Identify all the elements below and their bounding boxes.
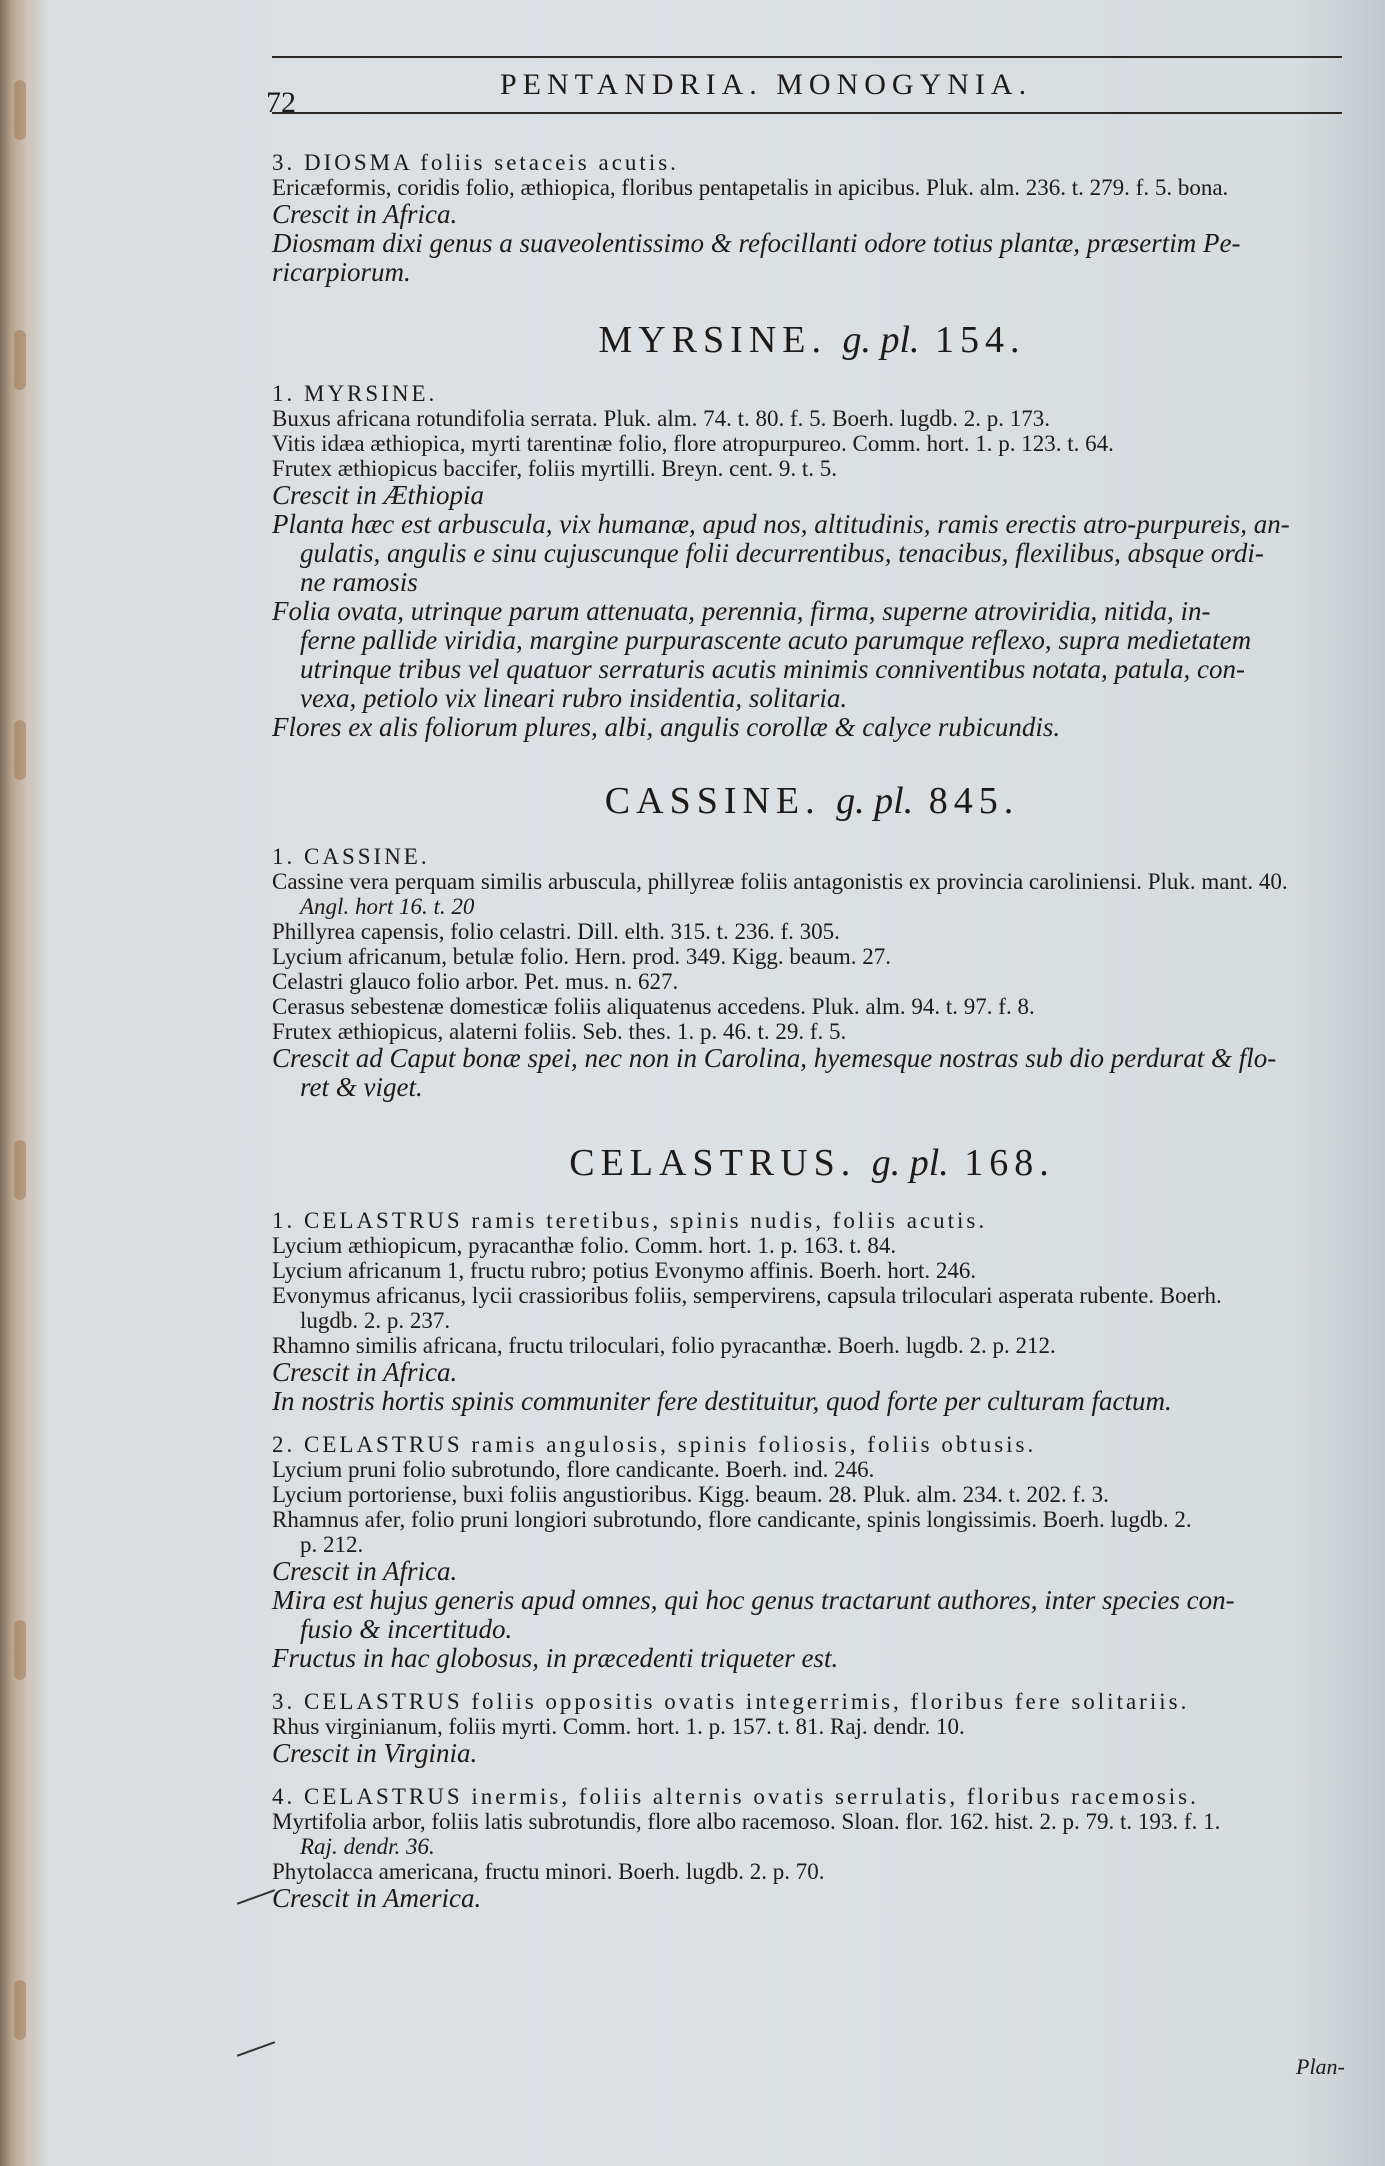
synonym-line: Rhus virginianum, foliis myrti. Comm. hort. 1. p. 157. t. 81. Raj. dendr. 10.: [272, 1714, 965, 1739]
note-line: Planta hæc est arbuscula, vix humanæ, apud nos, altitudinis, ramis erectis atro-purpureis, an-: [272, 509, 1290, 539]
synonym-line: p. 212.: [300, 1532, 364, 1557]
synonym-line: Ericæformis, coridis folio, æthiopica, floribus pentapetalis in apicibus. Pluk. alm. 236. t. 279. f. 5. bona.: [272, 175, 1229, 200]
binding-stain: [14, 80, 26, 140]
genus-number: 845.: [928, 780, 1020, 822]
genus-number: 154.: [935, 319, 1026, 361]
binding-stain: [14, 330, 26, 390]
note-line: fusio & incertitudo.: [300, 1614, 513, 1644]
synonym-line: Lycium æthiopicum, pyracanthæ folio. Comm. hort. 1. p. 163. t. 84.: [272, 1233, 897, 1258]
spacer: [272, 1768, 1352, 1784]
species-entry: 4. CELASTRUS inermis, foliis alternis ovatis serrulatis, floribus racemosis.: [272, 1784, 1199, 1809]
margin-pencil-mark: [237, 1889, 275, 1905]
synonym-line: Lycium africanum 1, fructu rubro; potius Evonymo affinis. Boerh. hort. 246.: [272, 1258, 977, 1283]
synonym-line: Frutex æthiopicus baccifer, foliis myrtilli. Breyn. cent. 9. t. 5.: [272, 456, 838, 481]
note-line: Flores ex alis foliorum plures, albi, angulis corollæ & calyce rubicundis.: [272, 712, 1061, 742]
synonym-line: Phillyrea capensis, folio celastri. Dill. elth. 315. t. 236. f. 305.: [272, 919, 840, 944]
catchword: Plan-: [1296, 2054, 1345, 2079]
note-line: vexa, petiolo vix lineari rubro insidentia, solitaria.: [300, 683, 848, 713]
synonym-line: Evonymus africanus, lycii crassioribus foliis, sempervirens, capsula triloculari asperata rubente. Boerh.: [272, 1283, 1222, 1308]
binding-stain: [14, 1980, 26, 2040]
note-line: Diosmam dixi genus a suaveolentissimo & refocillanti odore totius plantæ, præsertim Pe-: [272, 228, 1241, 258]
species-entry: 3. CELASTRUS foliis oppositis ovatis integerrimis, floribus fere solitariis.: [272, 1689, 1190, 1714]
synonym-line: Lycium pruni folio subrotundo, flore candicante. Boerh. ind. 246.: [272, 1457, 875, 1482]
note-line: ne ramosis: [300, 567, 418, 597]
note-line: Crescit in Æthiopia: [272, 480, 485, 510]
note-line: Crescit in America.: [272, 1883, 482, 1913]
species-entry: 1. CELASTRUS ramis teretibus, spinis nudis, foliis acutis.: [272, 1208, 988, 1233]
note-line: ricarpiorum.: [272, 257, 411, 287]
note-line: Folia ovata, utrinque parum attenuata, perennia, firma, superne atroviridia, nitida, in-: [272, 596, 1211, 626]
note-line: Fructus in hac globosus, in præcedenti triqueter est.: [272, 1643, 839, 1673]
page-body: [272, 150, 1352, 1913]
note-line: Mira est hujus generis apud omnes, qui hoc genus tractarunt authores, inter species con-: [272, 1585, 1235, 1615]
page-binding: [0, 0, 48, 2166]
section-celastrus: [272, 1140, 1352, 1913]
genus-reference: g. pl.: [871, 1142, 949, 1184]
note-line: ferne pallide viridia, margine purpurascente acuto parumque reflexo, supra medietatem: [300, 625, 1252, 655]
synonym-line: Buxus africana rotundifolia serrata. Pluk. alm. 74. t. 80. f. 5. Boerh. lugdb. 2. p. 173.: [272, 406, 1051, 431]
note-line: Angl. hort 16. t. 20: [300, 894, 475, 919]
note-line: Raj. dendr. 36.: [300, 1834, 435, 1859]
note-line: In nostris hortis spinis communiter fere destituitur, quod forte per culturam factum.: [272, 1386, 1172, 1416]
note-line: ret & viget.: [300, 1072, 423, 1102]
margin-pencil-mark: [237, 2041, 275, 2057]
synonym-line: Myrtifolia arbor, foliis latis subrotundis, flore albo racemoso. Sloan. flor. 162. hist. 2. p. 79. t. 193. f. 1.: [272, 1809, 1221, 1834]
synonym-line: Frutex æthiopicus, alaterni foliis. Seb. thes. 1. p. 46. t. 29. f. 5.: [272, 1019, 847, 1044]
species-entry: 2. CELASTRUS ramis angulosis, spinis foliosis, foliis obtusis.: [272, 1432, 1037, 1457]
spacer: [272, 1673, 1352, 1689]
header-rule-bottom: [272, 112, 1342, 114]
section-myrsine: [272, 317, 1352, 742]
genus-heading: [272, 317, 1352, 363]
spacer: [272, 1416, 1352, 1432]
note-line: Crescit in Africa.: [272, 1357, 458, 1387]
synonym-line: lugdb. 2. p. 237.: [300, 1308, 451, 1333]
genus-number: 168.: [964, 1142, 1055, 1184]
synonym-line: Celastri glauco folio arbor. Pet. mus. n. 627.: [272, 969, 679, 994]
species-entry: 1. CASSINE.: [272, 844, 430, 869]
note-line: Crescit in Africa.: [272, 199, 458, 229]
genus-heading: [272, 778, 1352, 824]
note-line: Crescit in Virginia.: [272, 1738, 478, 1768]
synonym-line: Phytolacca americana, fructu minori. Boerh. lugdb. 2. p. 70.: [272, 1859, 825, 1884]
synonym-line: Vitis idæa æthiopica, myrti tarentinæ folio, flore atropurpureo. Comm. hort. 1. p. 123. t. 64.: [272, 431, 1114, 456]
species-entry: 1. MYRSINE.: [272, 381, 438, 406]
synonym-line: Cerasus sebestenæ domesticæ foliis aliquatenus accedens. Pluk. alm. 94. t. 97. f. 8.: [272, 994, 1035, 1019]
header-rule-top: [272, 56, 1342, 58]
genus-heading: [272, 1140, 1352, 1186]
binding-stain: [14, 1140, 26, 1200]
synonym-line: Rhamno similis africana, fructu triloculari, folio pyracanthæ. Boerh. lugdb. 2. p. 212.: [272, 1333, 1056, 1358]
note-line: Crescit ad Caput bonæ spei, nec non in Carolina, hyemesque nostras sub dio perdurat & flo-: [272, 1043, 1277, 1073]
running-head: PENTANDRIA. MONOGYNIA.: [500, 68, 1033, 101]
species-entry: 3. DIOSMA foliis setaceis acutis.: [272, 150, 679, 175]
page-number: 72: [266, 86, 296, 119]
genus-name: MYRSINE.: [598, 319, 827, 361]
binding-stain: [14, 1620, 26, 1680]
synonym-line: Cassine vera perquam similis arbuscula, phillyreæ foliis antagonistis ex provincia caroliniensi. Pluk. mant. 40.: [272, 869, 1288, 894]
synonym-line: Lycium africanum, betulæ folio. Hern. prod. 349. Kigg. beaum. 27.: [272, 944, 891, 969]
section-cassine: [272, 778, 1352, 1102]
section-diosma: [272, 150, 1352, 287]
genus-reference: g. pl.: [836, 780, 914, 822]
note-line: gulatis, angulis e sinu cujuscunque folii decurrentibus, tenacibus, flexilibus, absque ordi-: [300, 538, 1264, 568]
genus-reference: g. pl.: [842, 319, 920, 361]
note-line: utrinque tribus vel quatuor serraturis acutis minimis conniventibus notata, patula, con-: [300, 654, 1245, 684]
genus-name: CASSINE.: [604, 780, 821, 822]
note-line: Crescit in Africa.: [272, 1556, 458, 1586]
binding-stain: [14, 720, 26, 780]
synonym-line: Rhamnus afer, folio pruni longiori subrotundo, flore candicante, spinis longissimis. Boerh. lugdb. 2.: [272, 1507, 1192, 1532]
synonym-line: Lycium portoriense, buxi foliis angustioribus. Kigg. beaum. 28. Pluk. alm. 234. t. 202. f. 3.: [272, 1482, 1109, 1507]
genus-name: CELASTRUS.: [569, 1142, 857, 1184]
